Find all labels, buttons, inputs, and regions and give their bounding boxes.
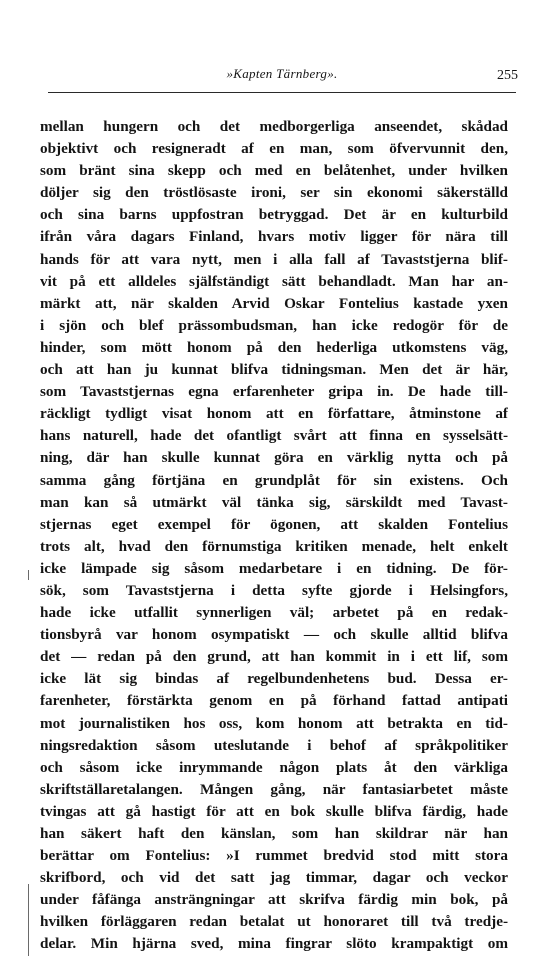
text-line: skrifbord, och vid det satt jag timmar, dagar och veckor: [40, 869, 508, 887]
text-line: stjernas eget exempel för ögonen, att skalden Fontelius: [40, 515, 508, 533]
text-line: vit på ett alldeles själfständigt sätt behandladt. Man har an-: [40, 272, 508, 290]
text-line: och sina barns uppfostran betryggad. Det är en kulturbild: [40, 206, 508, 224]
text-line: hvilken förläggaren redan betalat ut honoraret till två tredje-: [40, 913, 508, 931]
text-line: berättar om Fontelius: »I rummet bredvid stod mitt stora: [40, 847, 508, 865]
running-head: [48, 66, 516, 86]
margin-mark: [28, 884, 29, 956]
margin-mark: [28, 570, 29, 580]
page-number: 255: [497, 68, 518, 83]
text-line: man kan så utmärkt väl tänka sig, särskildt med Tavast-: [40, 493, 508, 511]
text-line: icke lämpade sig såsom medarbetare i en tidning. De för-: [40, 559, 508, 577]
text-line: ning, där han skulle kunnat göra en värklig nytta och på: [40, 449, 508, 467]
text-line: hade icke utfallit synnerligen väl; arbetet på en redak-: [40, 604, 508, 622]
header-rule: [48, 92, 516, 93]
text-line: märkt att, när skalden Arvid Oskar Fontelius kastade yxen: [40, 294, 508, 312]
text-line: hinder, som mött honom på den hederliga utkomstens väg,: [40, 338, 508, 356]
text-line: som Tavaststjernas egna erfarenheter gripa in. De hade till-: [40, 383, 508, 401]
text-line: farenheter, förstärkta genom en på förhand fattad antipati: [40, 692, 508, 710]
text-line: det — redan på den grund, att han kommit in i ett lif, som: [40, 648, 508, 666]
text-line: tionsbyrå var honom osympatiskt — och skulle alltid blifva: [40, 626, 508, 644]
body-text: [40, 116, 508, 956]
text-line: under fåfänga ansträngningar att skrifva färdig min bok, på: [40, 891, 508, 909]
text-line: döljer sig den tröstlösaste ironi, ser sin ekonomi säkerställd: [40, 184, 508, 202]
text-line: icke lät sig bindas af regelbundenhetens bud. Dessa er-: [40, 670, 508, 688]
text-line: och såsom icke inrymmande någon plats åt den värkliga: [40, 758, 508, 776]
text-line: ifrån våra dagars Finland, hvars motiv ligger för nära till: [40, 228, 508, 246]
text-line: mot journalistiken hos oss, kom honom att betrakta en tid-: [40, 714, 508, 732]
text-line: som bränt sina skepp och med en belåtenhet, under hvilken: [40, 162, 508, 180]
text-line: hands för att vara nytt, men i alla fall af Tavaststjerna blif-: [40, 250, 508, 268]
text-line: och att han ju kunnat blifva tidningsman. Men det är här,: [40, 361, 508, 379]
text-line: delar. Min hjärna sved, mina fingrar slöto krampaktigt om: [40, 935, 508, 953]
text-line: räckligt tydligt visat honom att en författare, åtminstone af: [40, 405, 508, 423]
text-line: objektivt och resigneradt af en man, som öfvervunnit den,: [40, 140, 508, 158]
text-line: skriftställaretalangen. Mången gång, när fantasiarbetet måste: [40, 780, 508, 798]
text-line: han säkert haft den känslan, som han skildrar när han: [40, 825, 508, 842]
text-line: hans naturell, hade det ofantligt svårt att finna en sysselsätt-: [40, 427, 508, 445]
text-line: mellan hungern och det medborgerliga anseendet, skådad: [40, 118, 508, 135]
text-line: tvingas att gå hastigt för att en bok skulle blifva färdig, hade: [40, 802, 508, 820]
text-line: trots alt, hvad den förnumstiga kritiken menade, helt enkelt: [40, 537, 508, 555]
text-line: sök, som Tavaststjerna i detta syfte gjorde i Helsingfors,: [40, 581, 508, 599]
running-title: »Kapten Tärnberg».: [226, 66, 338, 81]
text-line: ningsredaktion såsom uteslutande i behof af språkpolitiker: [40, 736, 508, 754]
text-line: samma gång förtjäna en grundplåt för sin existens. Och: [40, 471, 508, 489]
text-line: i sjön och blef prässombudsman, han icke redogör för de: [40, 316, 508, 334]
